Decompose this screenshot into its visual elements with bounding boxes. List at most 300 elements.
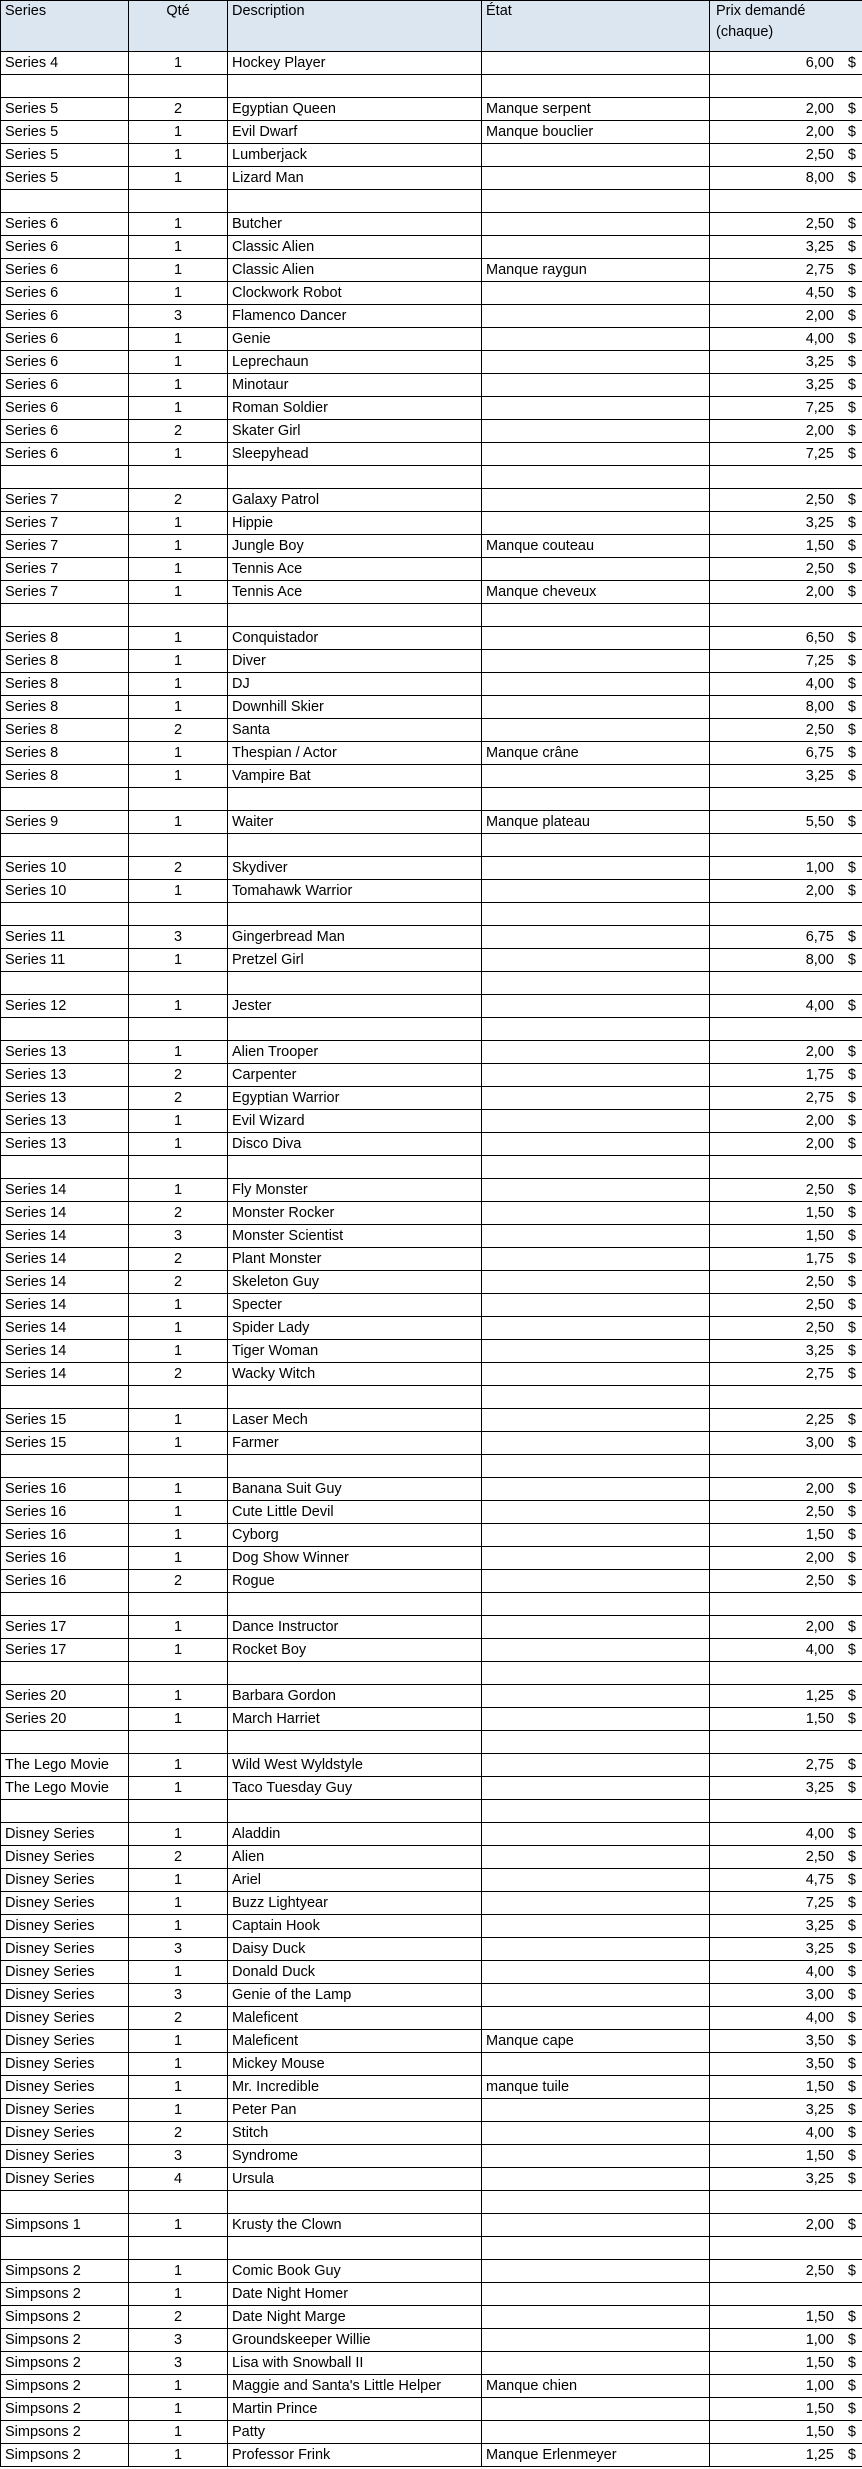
series-cell[interactable] <box>1 903 129 926</box>
etat-cell[interactable] <box>482 1777 710 1800</box>
qty-cell[interactable]: 1 <box>129 2030 228 2053</box>
series-cell[interactable]: Series 7 <box>1 558 129 581</box>
series-cell[interactable] <box>1 788 129 811</box>
series-cell[interactable]: Disney Series <box>1 2053 129 2076</box>
series-cell[interactable]: Simpsons 2 <box>1 2306 129 2329</box>
series-cell[interactable]: Disney Series <box>1 2145 129 2168</box>
price-cell[interactable] <box>710 1938 862 1961</box>
description-cell[interactable]: Donald Duck <box>228 1961 482 1984</box>
description-cell[interactable]: Santa <box>228 719 482 742</box>
price-cell[interactable] <box>710 2214 862 2237</box>
price-cell[interactable] <box>710 1685 862 1708</box>
qty-cell[interactable]: 1 <box>129 1754 228 1777</box>
qty-cell[interactable]: 1 <box>129 1892 228 1915</box>
series-cell[interactable] <box>1 2191 129 2214</box>
price-cell[interactable] <box>710 880 862 903</box>
etat-cell[interactable] <box>482 1524 710 1547</box>
price-cell[interactable] <box>710 1041 862 1064</box>
description-cell[interactable] <box>228 190 482 213</box>
etat-cell[interactable] <box>482 880 710 903</box>
qty-cell[interactable]: 1 <box>129 1041 228 1064</box>
etat-cell[interactable] <box>482 1432 710 1455</box>
description-cell[interactable]: Fly Monster <box>228 1179 482 1202</box>
etat-cell[interactable] <box>482 788 710 811</box>
price-cell[interactable] <box>710 2191 862 2214</box>
price-cell[interactable] <box>710 1087 862 1110</box>
qty-cell[interactable]: 3 <box>129 2352 228 2375</box>
series-cell[interactable]: Series 4 <box>1 52 129 75</box>
etat-cell[interactable] <box>482 1616 710 1639</box>
price-cell[interactable] <box>710 627 862 650</box>
price-cell[interactable] <box>710 788 862 811</box>
qty-cell[interactable]: 1 <box>129 2053 228 2076</box>
series-cell[interactable]: Series 5 <box>1 121 129 144</box>
qty-cell[interactable]: 1 <box>129 374 228 397</box>
series-cell[interactable]: Series 6 <box>1 213 129 236</box>
qty-cell[interactable]: 1 <box>129 259 228 282</box>
etat-cell[interactable] <box>482 1823 710 1846</box>
etat-cell[interactable] <box>482 1064 710 1087</box>
price-cell[interactable] <box>710 604 862 627</box>
series-cell[interactable]: Disney Series <box>1 1846 129 1869</box>
etat-cell[interactable] <box>482 558 710 581</box>
qty-cell[interactable] <box>129 788 228 811</box>
description-cell[interactable]: Wacky Witch <box>228 1363 482 1386</box>
description-cell[interactable]: Cute Little Devil <box>228 1501 482 1524</box>
qty-cell[interactable] <box>129 75 228 98</box>
series-cell[interactable]: Series 8 <box>1 696 129 719</box>
description-cell[interactable]: Taco Tuesday Guy <box>228 1777 482 1800</box>
etat-cell[interactable] <box>482 374 710 397</box>
qty-cell[interactable]: 1 <box>129 949 228 972</box>
qty-cell[interactable]: 2 <box>129 1202 228 1225</box>
qty-cell[interactable]: 2 <box>129 857 228 880</box>
price-cell[interactable] <box>710 1386 862 1409</box>
series-cell[interactable]: Disney Series <box>1 2007 129 2030</box>
series-cell[interactable]: Series 16 <box>1 1501 129 1524</box>
price-cell[interactable] <box>710 1616 862 1639</box>
qty-cell[interactable]: 1 <box>129 1915 228 1938</box>
description-cell[interactable]: Maleficent <box>228 2030 482 2053</box>
series-cell[interactable]: Disney Series <box>1 1869 129 1892</box>
qty-cell[interactable]: 1 <box>129 995 228 1018</box>
series-cell[interactable]: Disney Series <box>1 2030 129 2053</box>
etat-cell[interactable] <box>482 2237 710 2260</box>
etat-cell[interactable] <box>482 512 710 535</box>
etat-cell[interactable] <box>482 2306 710 2329</box>
qty-cell[interactable] <box>129 903 228 926</box>
qty-cell[interactable]: 2 <box>129 489 228 512</box>
qty-cell[interactable] <box>129 1593 228 1616</box>
etat-cell[interactable]: Manque chien <box>482 2375 710 2398</box>
qty-cell[interactable]: 1 <box>129 1478 228 1501</box>
description-cell[interactable]: Jester <box>228 995 482 1018</box>
etat-cell[interactable] <box>482 328 710 351</box>
series-cell[interactable] <box>1 1662 129 1685</box>
etat-cell[interactable] <box>482 1869 710 1892</box>
description-cell[interactable] <box>228 1731 482 1754</box>
qty-cell[interactable] <box>129 190 228 213</box>
series-cell[interactable]: Series 8 <box>1 742 129 765</box>
etat-cell[interactable] <box>482 903 710 926</box>
qty-cell[interactable]: 1 <box>129 742 228 765</box>
qty-cell[interactable]: 1 <box>129 1869 228 1892</box>
series-cell[interactable]: Series 5 <box>1 98 129 121</box>
price-cell[interactable] <box>710 558 862 581</box>
series-cell[interactable]: Disney Series <box>1 2076 129 2099</box>
series-cell[interactable]: Series 13 <box>1 1110 129 1133</box>
series-cell[interactable]: Simpsons 2 <box>1 2352 129 2375</box>
series-cell[interactable]: Disney Series <box>1 1961 129 1984</box>
etat-cell[interactable] <box>482 282 710 305</box>
series-cell[interactable]: Series 20 <box>1 1708 129 1731</box>
price-cell[interactable] <box>710 2099 862 2122</box>
description-cell[interactable] <box>228 1800 482 1823</box>
description-cell[interactable]: Alien Trooper <box>228 1041 482 1064</box>
etat-cell[interactable]: Manque serpent <box>482 98 710 121</box>
qty-cell[interactable]: 3 <box>129 2145 228 2168</box>
series-cell[interactable]: Series 12 <box>1 995 129 1018</box>
qty-cell[interactable]: 1 <box>129 650 228 673</box>
etat-cell[interactable] <box>482 1846 710 1869</box>
qty-cell[interactable]: 1 <box>129 2421 228 2444</box>
etat-cell[interactable] <box>482 650 710 673</box>
description-cell[interactable]: Krusty the Clown <box>228 2214 482 2237</box>
price-cell[interactable] <box>710 305 862 328</box>
qty-cell[interactable] <box>129 972 228 995</box>
etat-cell[interactable] <box>482 1340 710 1363</box>
series-cell[interactable]: Series 16 <box>1 1524 129 1547</box>
description-cell[interactable]: Mickey Mouse <box>228 2053 482 2076</box>
series-cell[interactable]: Simpsons 2 <box>1 2421 129 2444</box>
price-cell[interactable] <box>710 1478 862 1501</box>
price-cell[interactable] <box>710 1731 862 1754</box>
description-cell[interactable]: Monster Rocker <box>228 1202 482 1225</box>
series-cell[interactable]: Series 6 <box>1 420 129 443</box>
etat-cell[interactable] <box>482 2168 710 2191</box>
description-cell[interactable]: Rocket Boy <box>228 1639 482 1662</box>
price-cell[interactable] <box>710 1777 862 1800</box>
description-cell[interactable]: Comic Book Guy <box>228 2260 482 2283</box>
description-cell[interactable]: Leprechaun <box>228 351 482 374</box>
series-cell[interactable]: Series 16 <box>1 1547 129 1570</box>
series-cell[interactable]: Series 14 <box>1 1225 129 1248</box>
description-cell[interactable]: Ursula <box>228 2168 482 2191</box>
description-cell[interactable]: Minotaur <box>228 374 482 397</box>
series-cell[interactable]: Disney Series <box>1 1823 129 1846</box>
qty-cell[interactable]: 1 <box>129 1179 228 1202</box>
series-cell[interactable]: Series 8 <box>1 719 129 742</box>
price-cell[interactable] <box>710 374 862 397</box>
series-cell[interactable]: Series 14 <box>1 1179 129 1202</box>
etat-cell[interactable] <box>482 443 710 466</box>
qty-cell[interactable]: 1 <box>129 880 228 903</box>
series-cell[interactable] <box>1 190 129 213</box>
etat-cell[interactable] <box>482 1478 710 1501</box>
qty-cell[interactable] <box>129 1731 228 1754</box>
etat-cell[interactable]: Manque crâne <box>482 742 710 765</box>
description-cell[interactable]: Carpenter <box>228 1064 482 1087</box>
series-cell[interactable]: Series 14 <box>1 1202 129 1225</box>
qty-cell[interactable]: 1 <box>129 1294 228 1317</box>
qty-cell[interactable]: 1 <box>129 2260 228 2283</box>
qty-cell[interactable]: 2 <box>129 420 228 443</box>
etat-cell[interactable] <box>482 466 710 489</box>
etat-cell[interactable] <box>482 2053 710 2076</box>
qty-cell[interactable]: 1 <box>129 811 228 834</box>
etat-cell[interactable] <box>482 1271 710 1294</box>
price-cell[interactable] <box>710 1110 862 1133</box>
series-cell[interactable]: The Lego Movie <box>1 1754 129 1777</box>
series-cell[interactable]: Series 14 <box>1 1363 129 1386</box>
etat-cell[interactable] <box>482 949 710 972</box>
qty-cell[interactable]: 1 <box>129 213 228 236</box>
qty-cell[interactable]: 1 <box>129 1685 228 1708</box>
price-cell[interactable] <box>710 420 862 443</box>
description-cell[interactable]: Waiter <box>228 811 482 834</box>
etat-cell[interactable] <box>482 1731 710 1754</box>
price-cell[interactable] <box>710 52 862 75</box>
etat-cell[interactable] <box>482 213 710 236</box>
description-cell[interactable]: Rogue <box>228 1570 482 1593</box>
price-cell[interactable] <box>710 144 862 167</box>
description-cell[interactable] <box>228 903 482 926</box>
qty-cell[interactable]: 1 <box>129 627 228 650</box>
price-cell[interactable] <box>710 236 862 259</box>
price-cell[interactable] <box>710 1363 862 1386</box>
etat-cell[interactable] <box>482 1961 710 1984</box>
qty-cell[interactable] <box>129 466 228 489</box>
qty-cell[interactable]: 1 <box>129 1524 228 1547</box>
price-cell[interactable] <box>710 1202 862 1225</box>
description-cell[interactable]: Buzz Lightyear <box>228 1892 482 1915</box>
price-cell[interactable] <box>710 1501 862 1524</box>
price-cell[interactable] <box>710 1892 862 1915</box>
description-cell[interactable] <box>228 1018 482 1041</box>
price-cell[interactable] <box>710 1455 862 1478</box>
price-cell[interactable] <box>710 1179 862 1202</box>
etat-cell[interactable] <box>482 1455 710 1478</box>
price-cell[interactable] <box>710 98 862 121</box>
etat-cell[interactable] <box>482 1892 710 1915</box>
etat-cell[interactable] <box>482 1547 710 1570</box>
price-cell[interactable] <box>710 282 862 305</box>
qty-cell[interactable]: 3 <box>129 305 228 328</box>
series-cell[interactable]: Series 17 <box>1 1639 129 1662</box>
etat-cell[interactable] <box>482 351 710 374</box>
qty-cell[interactable]: 1 <box>129 673 228 696</box>
description-cell[interactable]: Professor Frink <box>228 2444 482 2467</box>
description-cell[interactable]: Tomahawk Warrior <box>228 880 482 903</box>
qty-cell[interactable]: 1 <box>129 2444 228 2467</box>
description-cell[interactable]: Mr. Incredible <box>228 2076 482 2099</box>
etat-cell[interactable] <box>482 1294 710 1317</box>
etat-cell[interactable] <box>482 2214 710 2237</box>
price-cell[interactable] <box>710 213 862 236</box>
series-cell[interactable]: Series 6 <box>1 443 129 466</box>
price-cell[interactable] <box>710 1869 862 1892</box>
etat-cell[interactable] <box>482 857 710 880</box>
series-cell[interactable] <box>1 604 129 627</box>
qty-cell[interactable]: 1 <box>129 443 228 466</box>
description-cell[interactable]: Wild West Wyldstyle <box>228 1754 482 1777</box>
etat-cell[interactable] <box>482 834 710 857</box>
qty-cell[interactable]: 2 <box>129 719 228 742</box>
etat-cell[interactable] <box>482 144 710 167</box>
description-cell[interactable]: Classic Alien <box>228 236 482 259</box>
etat-cell[interactable] <box>482 1018 710 1041</box>
price-cell[interactable] <box>710 1225 862 1248</box>
series-cell[interactable]: Simpsons 2 <box>1 2375 129 2398</box>
price-cell[interactable] <box>710 1639 862 1662</box>
series-cell[interactable] <box>1 2237 129 2260</box>
series-cell[interactable]: Series 8 <box>1 627 129 650</box>
price-cell[interactable] <box>710 1271 862 1294</box>
qty-cell[interactable]: 1 <box>129 1317 228 1340</box>
qty-cell[interactable] <box>129 1455 228 1478</box>
header-series[interactable]: Series <box>1 1 129 52</box>
qty-cell[interactable] <box>129 1386 228 1409</box>
qty-cell[interactable]: 1 <box>129 2099 228 2122</box>
description-cell[interactable]: Monster Scientist <box>228 1225 482 1248</box>
price-cell[interactable] <box>710 2444 862 2467</box>
qty-cell[interactable]: 1 <box>129 2283 228 2306</box>
series-cell[interactable]: Series 16 <box>1 1478 129 1501</box>
price-cell[interactable] <box>710 1915 862 1938</box>
description-cell[interactable]: Galaxy Patrol <box>228 489 482 512</box>
price-cell[interactable] <box>710 2398 862 2421</box>
qty-cell[interactable]: 2 <box>129 1570 228 1593</box>
etat-cell[interactable] <box>482 1754 710 1777</box>
series-cell[interactable]: Series 15 <box>1 1409 129 1432</box>
qty-cell[interactable]: 2 <box>129 1846 228 1869</box>
price-cell[interactable] <box>710 857 862 880</box>
series-cell[interactable]: Series 14 <box>1 1271 129 1294</box>
etat-cell[interactable] <box>482 52 710 75</box>
price-cell[interactable] <box>710 1846 862 1869</box>
qty-cell[interactable] <box>129 2237 228 2260</box>
price-cell[interactable] <box>710 1984 862 2007</box>
description-cell[interactable] <box>228 1156 482 1179</box>
qty-cell[interactable]: 2 <box>129 1363 228 1386</box>
qty-cell[interactable]: 1 <box>129 1961 228 1984</box>
etat-cell[interactable] <box>482 305 710 328</box>
series-cell[interactable]: Series 6 <box>1 328 129 351</box>
series-cell[interactable] <box>1 1731 129 1754</box>
header-price[interactable]: Prix demandé (chaque) <box>710 1 862 52</box>
description-cell[interactable]: Skater Girl <box>228 420 482 443</box>
series-cell[interactable]: Series 17 <box>1 1616 129 1639</box>
etat-cell[interactable] <box>482 397 710 420</box>
etat-cell[interactable] <box>482 765 710 788</box>
series-cell[interactable]: Series 5 <box>1 144 129 167</box>
series-cell[interactable]: Series 10 <box>1 880 129 903</box>
series-cell[interactable]: Series 15 <box>1 1432 129 1455</box>
etat-cell[interactable]: Manque bouclier <box>482 121 710 144</box>
qty-cell[interactable]: 1 <box>129 397 228 420</box>
etat-cell[interactable] <box>482 627 710 650</box>
series-cell[interactable]: Series 6 <box>1 259 129 282</box>
etat-cell[interactable]: Manque cape <box>482 2030 710 2053</box>
qty-cell[interactable]: 1 <box>129 1616 228 1639</box>
price-cell[interactable] <box>710 1294 862 1317</box>
series-cell[interactable]: Disney Series <box>1 1984 129 2007</box>
description-cell[interactable]: Tiger Woman <box>228 1340 482 1363</box>
price-cell[interactable] <box>710 2030 862 2053</box>
series-cell[interactable]: Series 8 <box>1 765 129 788</box>
price-cell[interactable] <box>710 190 862 213</box>
series-cell[interactable]: Simpsons 2 <box>1 2444 129 2467</box>
etat-cell[interactable] <box>482 1800 710 1823</box>
price-cell[interactable] <box>710 995 862 1018</box>
series-cell[interactable]: Series 13 <box>1 1041 129 1064</box>
qty-cell[interactable] <box>129 1018 228 1041</box>
price-cell[interactable] <box>710 1156 862 1179</box>
etat-cell[interactable] <box>482 1708 710 1731</box>
price-cell[interactable] <box>710 1547 862 1570</box>
etat-cell[interactable] <box>482 1639 710 1662</box>
qty-cell[interactable]: 1 <box>129 52 228 75</box>
etat-cell[interactable] <box>482 2260 710 2283</box>
series-cell[interactable]: Series 7 <box>1 489 129 512</box>
etat-cell[interactable] <box>482 190 710 213</box>
series-cell[interactable]: Series 14 <box>1 1248 129 1271</box>
etat-cell[interactable] <box>482 1984 710 2007</box>
qty-cell[interactable]: 1 <box>129 535 228 558</box>
qty-cell[interactable]: 2 <box>129 1271 228 1294</box>
series-cell[interactable]: Disney Series <box>1 1938 129 1961</box>
series-cell[interactable]: Series 6 <box>1 282 129 305</box>
etat-cell[interactable] <box>482 972 710 995</box>
series-cell[interactable]: Series 20 <box>1 1685 129 1708</box>
price-cell[interactable] <box>710 466 862 489</box>
description-cell[interactable]: Spider Lady <box>228 1317 482 1340</box>
description-cell[interactable]: Sleepyhead <box>228 443 482 466</box>
price-cell[interactable] <box>710 397 862 420</box>
qty-cell[interactable]: 1 <box>129 1823 228 1846</box>
description-cell[interactable]: Flamenco Dancer <box>228 305 482 328</box>
qty-cell[interactable]: 1 <box>129 282 228 305</box>
price-cell[interactable] <box>710 765 862 788</box>
etat-cell[interactable] <box>482 2398 710 2421</box>
description-cell[interactable]: Captain Hook <box>228 1915 482 1938</box>
series-cell[interactable]: Disney Series <box>1 1892 129 1915</box>
price-cell[interactable] <box>710 1133 862 1156</box>
description-cell[interactable]: Genie of the Lamp <box>228 1984 482 2007</box>
etat-cell[interactable] <box>482 1156 710 1179</box>
series-cell[interactable]: Series 6 <box>1 305 129 328</box>
price-cell[interactable] <box>710 512 862 535</box>
description-cell[interactable]: Skeleton Guy <box>228 1271 482 1294</box>
series-cell[interactable] <box>1 1800 129 1823</box>
description-cell[interactable]: Skydiver <box>228 857 482 880</box>
description-cell[interactable] <box>228 972 482 995</box>
series-cell[interactable] <box>1 1455 129 1478</box>
series-cell[interactable] <box>1 1386 129 1409</box>
description-cell[interactable] <box>228 788 482 811</box>
etat-cell[interactable]: Manque plateau <box>482 811 710 834</box>
etat-cell[interactable]: Manque couteau <box>482 535 710 558</box>
etat-cell[interactable] <box>482 1386 710 1409</box>
price-cell[interactable] <box>710 167 862 190</box>
series-cell[interactable]: Series 7 <box>1 535 129 558</box>
series-cell[interactable]: Series 6 <box>1 397 129 420</box>
qty-cell[interactable]: 1 <box>129 1777 228 1800</box>
price-cell[interactable] <box>710 926 862 949</box>
etat-cell[interactable] <box>482 1593 710 1616</box>
series-cell[interactable]: Disney Series <box>1 1915 129 1938</box>
price-cell[interactable] <box>710 903 862 926</box>
